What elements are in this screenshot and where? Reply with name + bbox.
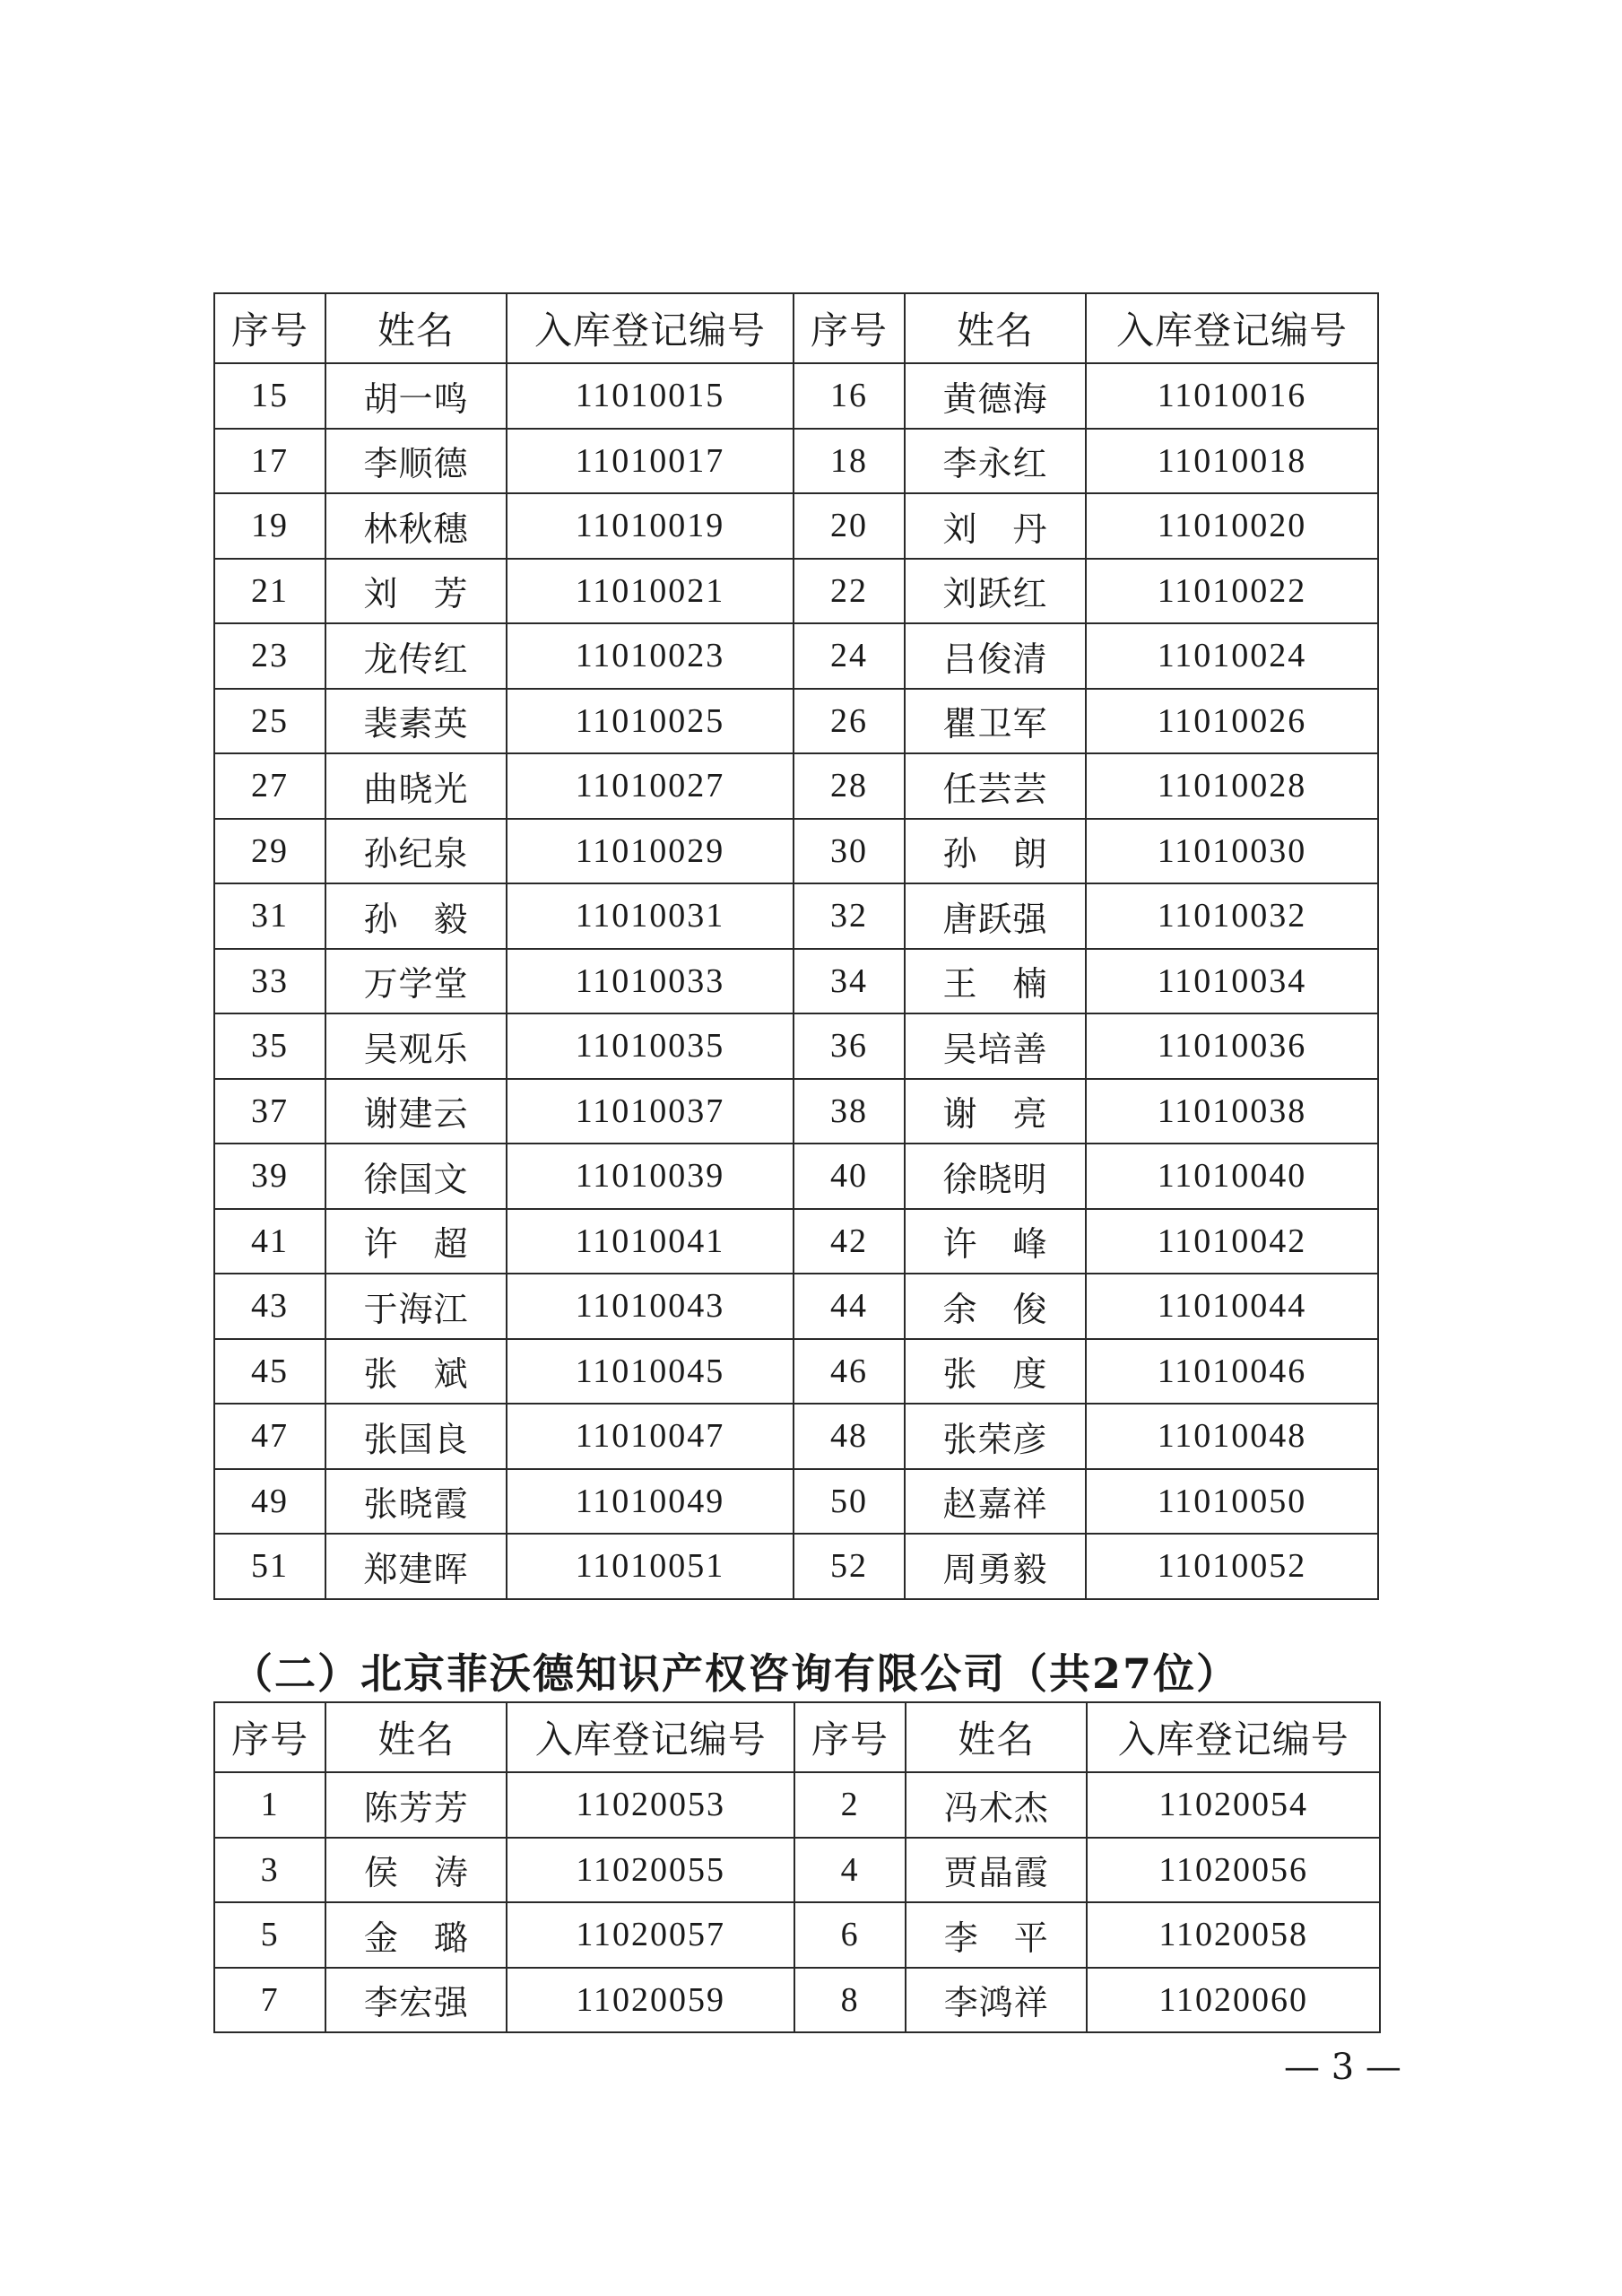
reg-no-cell: 11010032 [1086, 883, 1378, 949]
registry-table-2 [213, 1701, 1381, 2033]
name-cell: 贾晶霞 [906, 1838, 1087, 1903]
reg-no-cell: 11010031 [507, 883, 794, 949]
header-name: 姓名 [906, 1702, 1087, 1772]
name-cell: 吴培善 [905, 1013, 1086, 1079]
reg-no-cell: 11020053 [507, 1772, 794, 1838]
table-row [214, 753, 1378, 819]
reg-no-cell: 11010043 [507, 1274, 794, 1339]
name-cell: 黄德海 [905, 363, 1086, 429]
seq-cell: 30 [794, 819, 905, 884]
reg-no-cell: 11010026 [1086, 689, 1378, 754]
name-cell: 金 璐 [325, 1902, 507, 1968]
name-cell: 裴素英 [325, 689, 507, 754]
seq-cell: 47 [214, 1404, 325, 1469]
reg-no-cell: 11020057 [507, 1902, 794, 1968]
table-row [214, 1534, 1378, 1599]
reg-no-cell: 11010024 [1086, 623, 1378, 689]
name-cell: 张荣彦 [905, 1404, 1086, 1469]
reg-no-cell: 11010033 [507, 949, 794, 1014]
reg-no-cell: 11010023 [507, 623, 794, 689]
reg-no-cell: 11020060 [1087, 1968, 1380, 2033]
table-row [214, 1469, 1378, 1535]
name-cell: 余 俊 [905, 1274, 1086, 1339]
reg-no-cell: 11010036 [1086, 1013, 1378, 1079]
table-row [214, 1339, 1378, 1405]
name-cell: 万学堂 [325, 949, 507, 1014]
name-cell: 刘 芳 [325, 559, 507, 624]
name-cell: 冯术杰 [906, 1772, 1087, 1838]
name-cell: 曲晓光 [325, 753, 507, 819]
reg-no-cell: 11010048 [1086, 1404, 1378, 1469]
seq-cell: 34 [794, 949, 905, 1014]
name-cell: 王 楠 [905, 949, 1086, 1014]
seq-cell: 26 [794, 689, 905, 754]
table-row [214, 429, 1378, 494]
seq-cell: 20 [794, 493, 905, 559]
seq-cell: 49 [214, 1469, 325, 1535]
table-row [214, 1404, 1378, 1469]
seq-cell: 17 [214, 429, 325, 494]
seq-cell: 45 [214, 1339, 325, 1405]
reg-no-cell: 11010039 [507, 1144, 794, 1209]
name-cell: 李 平 [906, 1902, 1087, 1968]
table-row [214, 559, 1378, 624]
seq-cell: 16 [794, 363, 905, 429]
reg-no-cell: 11010022 [1086, 559, 1378, 624]
seq-cell: 2 [794, 1772, 906, 1838]
section-title: （二）北京菲沃德知识产权咨询有限公司（共27位） [231, 1649, 1240, 1698]
name-cell: 李宏强 [325, 1968, 507, 2033]
reg-no-cell: 11010034 [1086, 949, 1378, 1014]
table-row [214, 1968, 1380, 2033]
header-name: 姓名 [325, 293, 507, 363]
reg-no-cell: 11010025 [507, 689, 794, 754]
name-cell: 唐跃强 [905, 883, 1086, 949]
reg-no-cell: 11010049 [507, 1469, 794, 1535]
name-cell: 张 斌 [325, 1339, 507, 1405]
seq-cell: 31 [214, 883, 325, 949]
reg-no-cell: 11020056 [1087, 1838, 1380, 1903]
reg-no-cell: 11010042 [1086, 1209, 1378, 1274]
header-reg-no: 入库登记编号 [1086, 293, 1378, 363]
reg-no-cell: 11020054 [1087, 1772, 1380, 1838]
name-cell: 郑建晖 [325, 1534, 507, 1599]
seq-cell: 3 [214, 1838, 325, 1903]
seq-cell: 4 [794, 1838, 906, 1903]
seq-cell: 15 [214, 363, 325, 429]
seq-cell: 38 [794, 1079, 905, 1144]
reg-no-cell: 11010019 [507, 493, 794, 559]
table-row [214, 819, 1378, 884]
name-cell: 瞿卫军 [905, 689, 1086, 754]
seq-cell: 28 [794, 753, 905, 819]
seq-cell: 35 [214, 1013, 325, 1079]
name-cell: 任芸芸 [905, 753, 1086, 819]
reg-no-cell: 11020055 [507, 1838, 794, 1903]
reg-no-cell: 11020059 [507, 1968, 794, 2033]
header-seq: 序号 [794, 1702, 906, 1772]
seq-cell: 21 [214, 559, 325, 624]
reg-no-cell: 11010030 [1086, 819, 1378, 884]
name-cell: 侯 涛 [325, 1838, 507, 1903]
header-name: 姓名 [325, 1702, 507, 1772]
table-row [214, 1144, 1378, 1209]
header-seq: 序号 [214, 293, 325, 363]
seq-cell: 29 [214, 819, 325, 884]
name-cell: 李顺德 [325, 429, 507, 494]
reg-no-cell: 11010040 [1086, 1144, 1378, 1209]
reg-no-cell: 11010041 [507, 1209, 794, 1274]
reg-no-cell: 11010027 [507, 753, 794, 819]
name-cell: 赵嘉祥 [905, 1469, 1086, 1535]
reg-no-cell: 11010021 [507, 559, 794, 624]
reg-no-cell: 11010037 [507, 1079, 794, 1144]
table-row [214, 1209, 1378, 1274]
header-seq: 序号 [794, 293, 905, 363]
name-cell: 孙纪泉 [325, 819, 507, 884]
table-row [214, 1772, 1380, 1838]
reg-no-cell: 11010052 [1086, 1534, 1378, 1599]
name-cell: 李鸿祥 [906, 1968, 1087, 2033]
name-cell: 吕俊清 [905, 623, 1086, 689]
table-row [214, 1079, 1378, 1144]
table-row [214, 363, 1378, 429]
table-row [214, 1902, 1380, 1968]
name-cell: 林秋穗 [325, 493, 507, 559]
seq-cell: 32 [794, 883, 905, 949]
reg-no-cell: 11010029 [507, 819, 794, 884]
seq-cell: 5 [214, 1902, 325, 1968]
seq-cell: 37 [214, 1079, 325, 1144]
name-cell: 张晓霞 [325, 1469, 507, 1535]
reg-no-cell: 11010051 [507, 1534, 794, 1599]
seq-cell: 52 [794, 1534, 905, 1599]
header-reg-no: 入库登记编号 [507, 1702, 794, 1772]
seq-cell: 36 [794, 1013, 905, 1079]
seq-cell: 22 [794, 559, 905, 624]
seq-cell: 40 [794, 1144, 905, 1209]
seq-cell: 24 [794, 623, 905, 689]
seq-cell: 19 [214, 493, 325, 559]
seq-cell: 33 [214, 949, 325, 1014]
reg-no-cell: 11010015 [507, 363, 794, 429]
table-header-row [214, 1702, 1380, 1772]
reg-no-cell: 11010047 [507, 1404, 794, 1469]
reg-no-cell: 11010045 [507, 1339, 794, 1405]
reg-no-cell: 11010020 [1086, 493, 1378, 559]
reg-no-cell: 11010035 [507, 1013, 794, 1079]
seq-cell: 42 [794, 1209, 905, 1274]
table-row [214, 689, 1378, 754]
seq-cell: 39 [214, 1144, 325, 1209]
table-row [214, 949, 1378, 1014]
registry-table-1 [213, 292, 1379, 1600]
name-cell: 徐国文 [325, 1144, 507, 1209]
name-cell: 于海江 [325, 1274, 507, 1339]
table-header-row [214, 293, 1378, 363]
table-row [214, 493, 1378, 559]
name-cell: 许 超 [325, 1209, 507, 1274]
name-cell: 孙 毅 [325, 883, 507, 949]
name-cell: 李永红 [905, 429, 1086, 494]
reg-no-cell: 11010044 [1086, 1274, 1378, 1339]
name-cell: 龙传红 [325, 623, 507, 689]
header-name: 姓名 [905, 293, 1086, 363]
seq-cell: 50 [794, 1469, 905, 1535]
table-row [214, 623, 1378, 689]
seq-cell: 7 [214, 1968, 325, 2033]
reg-no-cell: 11010046 [1086, 1339, 1378, 1405]
header-seq: 序号 [214, 1702, 325, 1772]
seq-cell: 6 [794, 1902, 906, 1968]
seq-cell: 1 [214, 1772, 325, 1838]
seq-cell: 27 [214, 753, 325, 819]
seq-cell: 25 [214, 689, 325, 754]
name-cell: 陈芳芳 [325, 1772, 507, 1838]
reg-no-cell: 11010018 [1086, 429, 1378, 494]
seq-cell: 8 [794, 1968, 906, 2033]
seq-cell: 44 [794, 1274, 905, 1339]
table-row [214, 883, 1378, 949]
seq-cell: 43 [214, 1274, 325, 1339]
reg-no-cell: 11020058 [1087, 1902, 1380, 1968]
seq-cell: 51 [214, 1534, 325, 1599]
table-row [214, 1013, 1378, 1079]
reg-no-cell: 11010016 [1086, 363, 1378, 429]
reg-no-cell: 11010050 [1086, 1469, 1378, 1535]
name-cell: 刘 丹 [905, 493, 1086, 559]
seq-cell: 46 [794, 1339, 905, 1405]
seq-cell: 18 [794, 429, 905, 494]
reg-no-cell: 11010028 [1086, 753, 1378, 819]
table-row [214, 1274, 1378, 1339]
name-cell: 谢建云 [325, 1079, 507, 1144]
seq-cell: 48 [794, 1404, 905, 1469]
seq-cell: 41 [214, 1209, 325, 1274]
name-cell: 张国良 [325, 1404, 507, 1469]
page-number: — 3 — [1284, 2047, 1401, 2088]
table-row [214, 1838, 1380, 1903]
header-reg-no: 入库登记编号 [1087, 1702, 1380, 1772]
name-cell: 徐晓明 [905, 1144, 1086, 1209]
header-reg-no: 入库登记编号 [507, 293, 794, 363]
name-cell: 许 峰 [905, 1209, 1086, 1274]
name-cell: 孙 朗 [905, 819, 1086, 884]
name-cell: 谢 亮 [905, 1079, 1086, 1144]
name-cell: 张 度 [905, 1339, 1086, 1405]
seq-cell: 23 [214, 623, 325, 689]
name-cell: 胡一鸣 [325, 363, 507, 429]
name-cell: 刘跃红 [905, 559, 1086, 624]
reg-no-cell: 11010017 [507, 429, 794, 494]
name-cell: 吴观乐 [325, 1013, 507, 1079]
name-cell: 周勇毅 [905, 1534, 1086, 1599]
reg-no-cell: 11010038 [1086, 1079, 1378, 1144]
